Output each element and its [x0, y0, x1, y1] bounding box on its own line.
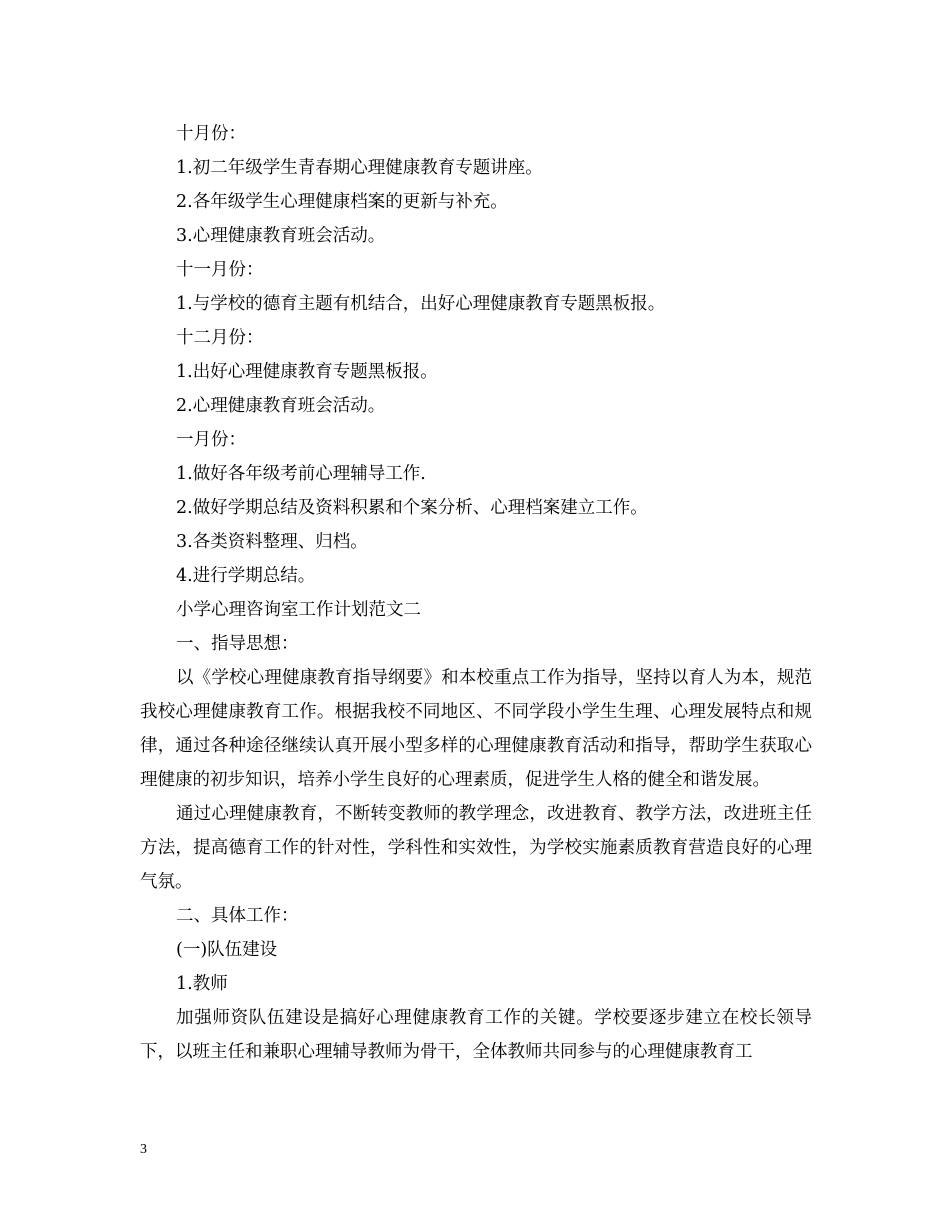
section-heading: 二、具体工作：	[176, 906, 299, 926]
subsection-heading: (一)队伍建设	[176, 940, 278, 960]
text-line: 1.做好各年级考前心理辅导工作.	[176, 464, 426, 484]
text-line: 3.各类资料整理、归档。	[176, 532, 368, 552]
section-title: 小学心理咨询室工作计划范文二	[176, 600, 421, 620]
text-line: 1.初二年级学生青春期心理健康教育专题讲座。	[176, 158, 543, 178]
text-line: 十一月份：	[176, 260, 264, 280]
text-line: 2.做好学期总结及资料积累和个案分析、心理档案建立工作。	[176, 498, 648, 518]
text-line: 2.心理健康教育班会活动。	[176, 396, 386, 416]
page-number: 3	[140, 1142, 147, 1157]
text-line: 2.各年级学生心理健康档案的更新与补充。	[176, 192, 508, 212]
text-line: 1.出好心理健康教育专题黑板报。	[176, 362, 438, 382]
document-body	[140, 117, 812, 1069]
text-line: 十月份：	[176, 124, 246, 144]
subsection-item: 1.教师	[176, 974, 228, 994]
section-heading: 一、指导思想：	[176, 634, 299, 654]
text-line: 1.与学校的德育主题有机结合，出好心理健康教育专题黑板报。	[176, 294, 666, 314]
text-line: 一月份：	[176, 430, 246, 450]
paragraph-teacher-concept: 通过心理健康教育，不断转变教师的教学理念，改进教育、教学方法，改进班主任方法，提高德育工作的针对性，学科性和实效性，为学校实施素质教育营造良好的心理气氛。	[140, 804, 812, 892]
paragraph-teacher-team: 加强师资队伍建设是搞好心理健康教育工作的关键。学校要逐步建立在校长领导下，以班主任和兼职心理辅导教师为骨干，全体教师共同参与的心理健康教育工	[140, 1008, 812, 1062]
paragraph-guiding-ideology: 以《学校心理健康教育指导纲要》和本校重点工作为指导，坚持以育人为本，规范我校心理健康教育工作。根据我校不同地区、不同学段小学生生理、心理发展特点和规律，通过各种途径继续认真开展小型多样的心理健康教育活动和指导，帮助学生获取心理健康的初步知识，培养小学生良好的心理素质，促进学生人格的健全和谐发展。	[140, 668, 812, 790]
text-line: 十二月份：	[176, 328, 264, 348]
text-line: 4.进行学期总结。	[176, 566, 316, 586]
text-line: 3.心理健康教育班会活动。	[176, 226, 386, 246]
